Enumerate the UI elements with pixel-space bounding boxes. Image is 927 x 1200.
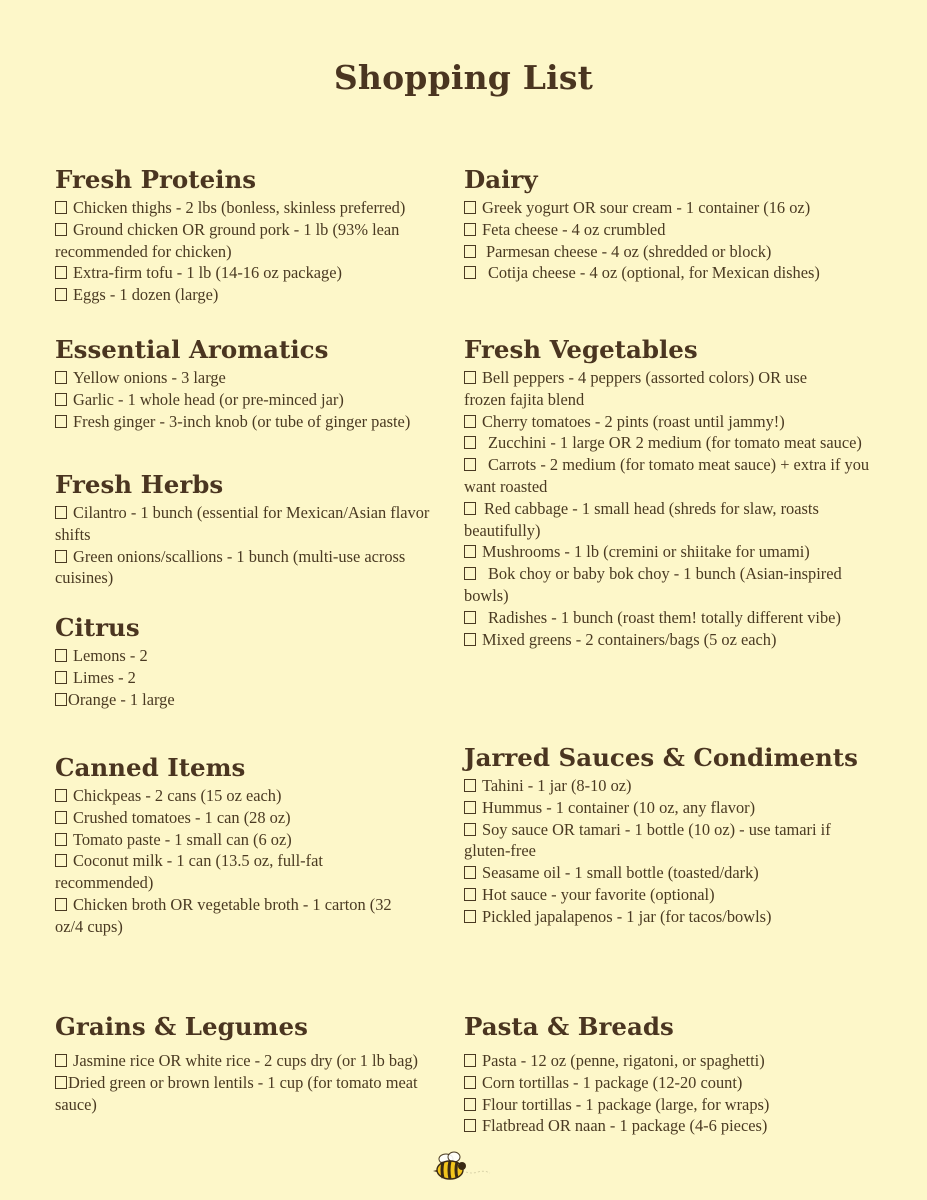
list-item[interactable]: Carrots - 2 medium (for tomato meat sauce) + extra if you want roasted (464, 455, 870, 496)
checkbox[interactable] (464, 458, 476, 471)
list-item[interactable]: Flatbread OR naan - 1 package (4-6 pieces) (464, 1115, 874, 1137)
list-item[interactable]: Greek yogurt OR sour cream - 1 container (16 oz) (464, 197, 874, 219)
checkbox[interactable] (464, 779, 476, 792)
checkbox[interactable] (55, 415, 67, 428)
list-item[interactable]: Garlic - 1 whole head (or pre-minced jar) (55, 389, 455, 411)
section-canned-items (55, 753, 455, 938)
list-item[interactable]: Coconut milk - 1 can (13.5 oz, full-fat recommended) (55, 851, 323, 893)
checkbox[interactable] (55, 649, 67, 662)
list-item[interactable]: Pickled japalapenos - 1 jar (for tacos/bowls) (464, 906, 874, 928)
list-item[interactable]: Zucchini - 1 large OR 2 medium (for tomato meat sauce) (464, 432, 874, 454)
page-title: Shopping List (333, 58, 594, 97)
bee-icon (432, 1150, 498, 1184)
checkbox[interactable] (55, 550, 67, 563)
list-item[interactable]: Chicken broth OR vegetable broth - 1 carton (32 oz/4 cups) (55, 894, 392, 936)
list-item[interactable]: Fresh ginger - 3-inch knob (or tube of ginger paste) (55, 411, 455, 433)
checkbox[interactable] (55, 266, 67, 279)
checkbox[interactable] (464, 910, 476, 923)
list-item[interactable]: Lemons - 2 (55, 645, 455, 667)
list-item[interactable]: Ground chicken OR ground pork - 1 lb (93% lean recommended for chicken) (55, 219, 400, 261)
checkbox[interactable] (55, 789, 67, 802)
list-item[interactable]: Flour tortillas - 1 package (large, for wraps) (464, 1094, 874, 1116)
checkbox[interactable] (55, 1054, 67, 1067)
section-heading: Dairy (464, 165, 538, 194)
section-citrus (55, 613, 455, 710)
checkbox[interactable] (55, 671, 67, 684)
section-heading: Jarred Sauces & Condiments (464, 743, 858, 772)
section-fresh-vegetables (464, 335, 874, 650)
list-item[interactable]: Tahini - 1 jar (8-10 oz) (464, 775, 874, 797)
list-item[interactable]: Pasta - 12 oz (penne, rigatoni, or spaghetti) (464, 1050, 874, 1072)
list-item[interactable]: Hot sauce - your favorite (optional) (464, 884, 874, 906)
checkbox[interactable] (464, 888, 476, 901)
section-pasta-breads (464, 1012, 874, 1137)
section-essential-aromatics (55, 335, 455, 432)
section-heading: Fresh Vegetables (464, 335, 698, 364)
list-item[interactable]: Red cabbage - 1 small head (shreds for slaw, roasts beautifully) (464, 498, 819, 540)
checkbox[interactable] (55, 854, 67, 867)
checkbox[interactable] (464, 245, 476, 258)
list-item[interactable]: Cherry tomatoes - 2 pints (roast until jammy!) (464, 411, 874, 433)
checkbox[interactable] (55, 1076, 67, 1089)
checkbox[interactable] (464, 371, 476, 384)
checkbox[interactable] (55, 371, 67, 384)
section-grains-legumes (55, 1012, 455, 1115)
checkbox[interactable] (464, 415, 476, 428)
list-item[interactable]: Feta cheese - 4 oz crumbled (464, 219, 874, 241)
section-heading: Pasta & Breads (464, 1012, 674, 1041)
checkbox[interactable] (464, 545, 476, 558)
list-item[interactable]: Green onions/scallions - 1 bunch (multi-use across cuisines) (55, 546, 406, 588)
checkbox[interactable] (464, 633, 476, 646)
list-item[interactable]: Orange - 1 large (55, 689, 455, 711)
list-item[interactable]: Tomato paste - 1 small can (6 oz) (55, 829, 455, 851)
list-item[interactable]: Limes - 2 (55, 667, 455, 689)
list-item[interactable]: Radishes - 1 bunch (roast them! totally different vibe) (464, 607, 874, 629)
list-item[interactable]: Eggs - 1 dozen (large) (55, 284, 455, 306)
checkbox[interactable] (464, 611, 476, 624)
checkbox[interactable] (55, 506, 67, 519)
list-item[interactable]: Hummus - 1 container (10 oz, any flavor) (464, 797, 874, 819)
checkbox[interactable] (55, 223, 67, 236)
list-item[interactable]: Jasmine rice OR white rice - 2 cups dry (or 1 lb bag) (55, 1050, 455, 1072)
checkbox[interactable] (464, 1076, 476, 1089)
checkbox[interactable] (55, 693, 67, 706)
checkbox[interactable] (464, 436, 476, 449)
list-item[interactable]: Bok choy or baby bok choy - 1 bunch (Asian-inspired bowls) (464, 564, 842, 605)
list-item[interactable]: Mushrooms - 1 lb (cremini or shiitake for umami) (464, 541, 874, 563)
checkbox[interactable] (464, 1119, 476, 1132)
checkbox[interactable] (464, 502, 476, 515)
checkbox[interactable] (464, 1098, 476, 1111)
list-item[interactable]: Parmesan cheese - 4 oz (shredded or block) (464, 241, 874, 263)
list-item[interactable]: Yellow onions - 3 large (55, 367, 455, 389)
section-heading: Essential Aromatics (55, 335, 329, 364)
section-fresh-proteins (55, 165, 455, 306)
list-item[interactable]: Bell peppers - 4 peppers (assorted colors) OR use frozen fajita blend (464, 368, 807, 409)
checkbox[interactable] (55, 898, 67, 911)
checkbox[interactable] (464, 866, 476, 879)
checkbox[interactable] (464, 223, 476, 236)
list-item[interactable]: Seasame oil - 1 small bottle (toasted/dark) (464, 862, 874, 884)
list-item[interactable]: Corn tortillas - 1 package (12-20 count) (464, 1072, 874, 1094)
list-item[interactable]: Mixed greens - 2 containers/bags (5 oz each) (464, 629, 874, 651)
checkbox[interactable] (464, 567, 476, 580)
checkbox[interactable] (55, 393, 67, 406)
checkbox[interactable] (55, 201, 67, 214)
section-heading: Citrus (55, 613, 140, 642)
checkbox[interactable] (464, 801, 476, 814)
list-item[interactable]: Soy sauce OR tamari - 1 bottle (10 oz) - use tamari if gluten-free (464, 819, 831, 861)
section-jarred-sauces (464, 743, 874, 928)
checkbox[interactable] (464, 266, 476, 279)
checkbox[interactable] (464, 1054, 476, 1067)
list-item[interactable]: Cotija cheese - 4 oz (optional, for Mexican dishes) (464, 262, 874, 284)
checkbox[interactable] (55, 833, 67, 846)
list-item[interactable]: Crushed tomatoes - 1 can (28 oz) (55, 807, 455, 829)
list-item[interactable]: Chicken thighs - 2 lbs (bonless, skinless preferred) (55, 197, 455, 219)
checkbox[interactable] (55, 288, 67, 301)
section-dairy (464, 165, 874, 284)
list-item[interactable]: Cilantro - 1 bunch (essential for Mexican/Asian flavor shifts (55, 503, 430, 544)
section-heading: Fresh Proteins (55, 165, 257, 194)
section-heading: Grains & Legumes (55, 1012, 308, 1041)
checkbox[interactable] (464, 823, 476, 836)
list-item[interactable]: Chickpeas - 2 cans (15 oz each) (55, 785, 455, 807)
section-heading: Canned Items (55, 753, 246, 782)
list-item[interactable]: Dried green or brown lentils - 1 cup (for tomato meat sauce) (55, 1072, 418, 1114)
checkbox[interactable] (55, 811, 67, 824)
section-fresh-herbs (55, 470, 455, 589)
checkbox[interactable] (464, 201, 476, 214)
list-item[interactable]: Extra-firm tofu - 1 lb (14-16 oz package) (55, 262, 455, 284)
section-heading: Fresh Herbs (55, 470, 224, 499)
